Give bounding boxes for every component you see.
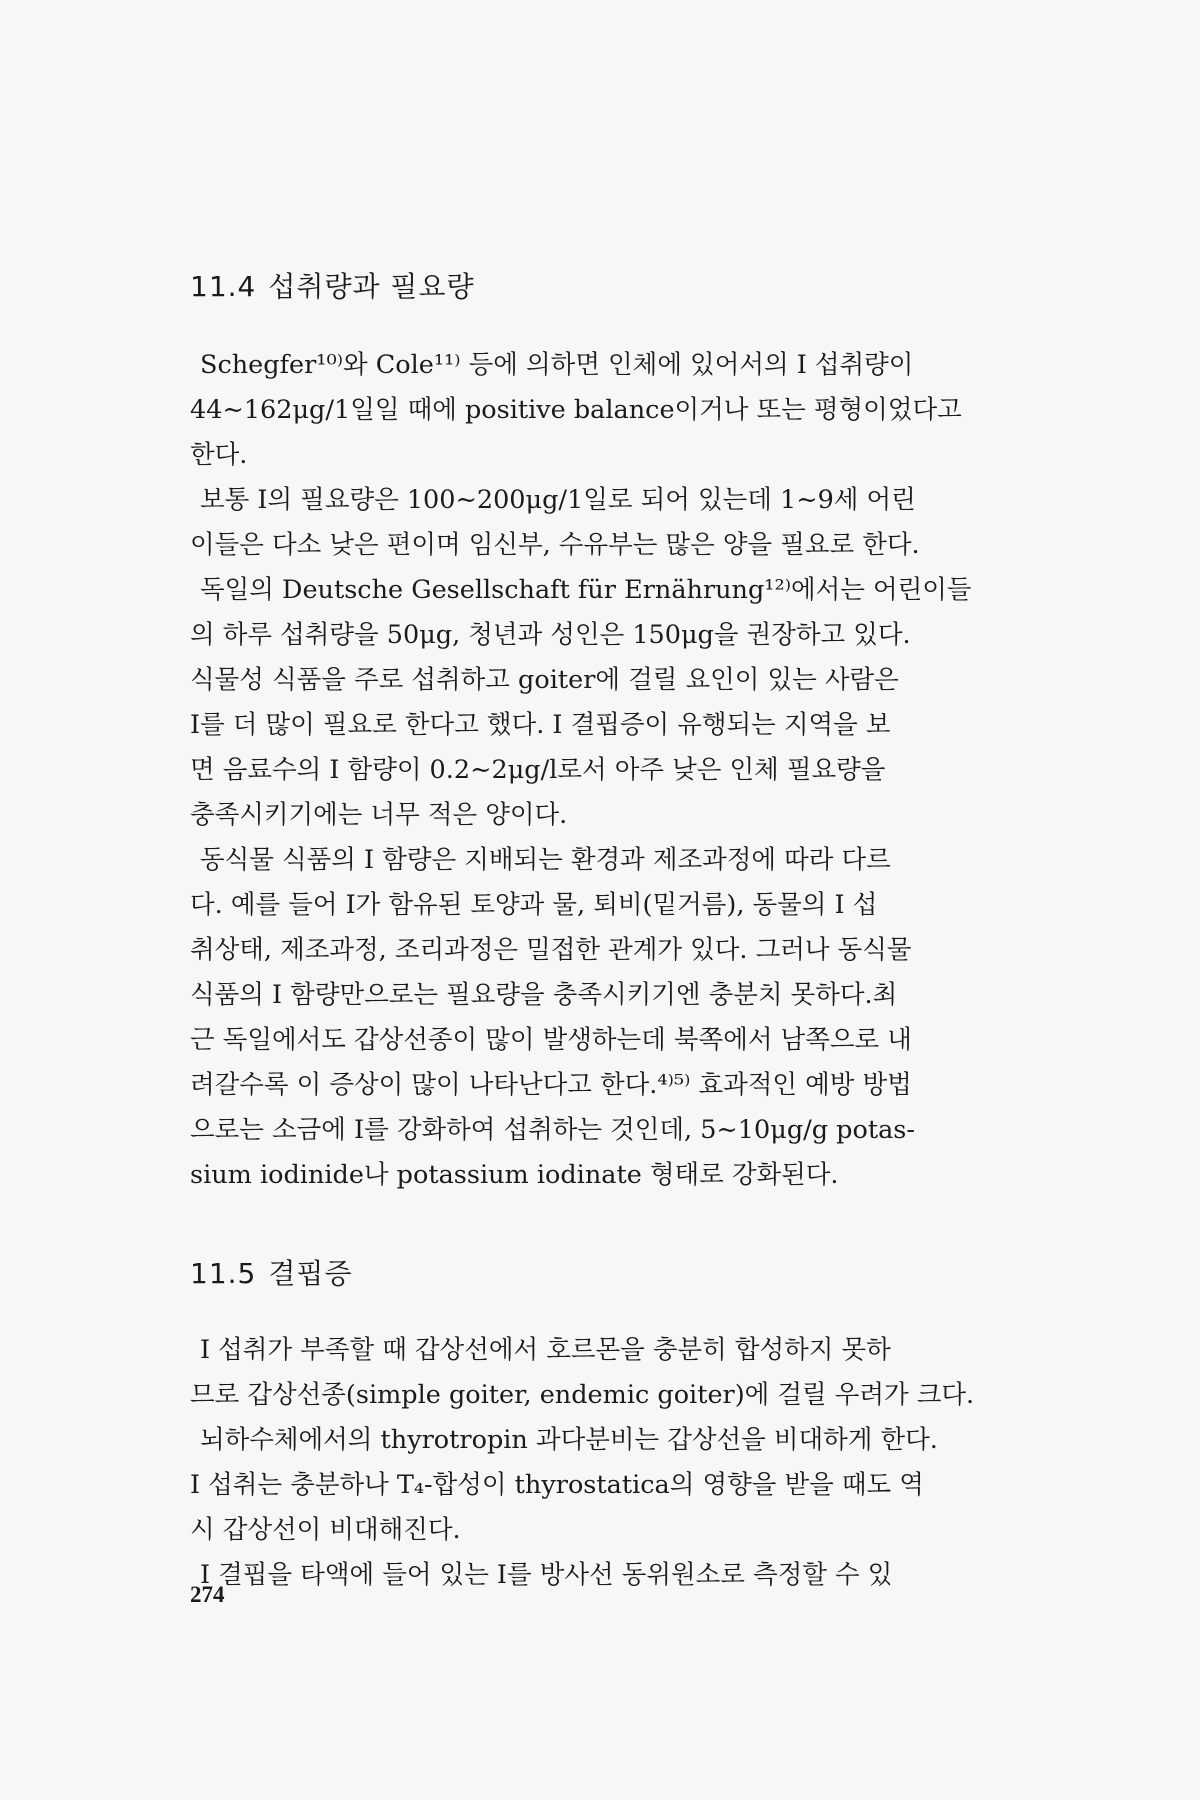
text-line: 려갈수록 이 증상이 많이 나타난다고 한다.⁴⁾⁵⁾ 효과적인 예방 방법: [190, 1070, 912, 1100]
text-line: 다. 예를 들어 I가 함유된 토양과 물, 퇴비(밑거름), 동물의 I 섭: [190, 890, 878, 920]
text-line: 식물성 식품을 주로 섭취하고 goiter에 걸릴 요인이 있는 사람은: [190, 665, 899, 695]
page-content: [190, 265, 1050, 1598]
paragraph: [190, 478, 1050, 838]
text-line: 이들은 다소 낮은 편이며 임신부, 수유부는 많은 양을 필요로 한다.: [190, 530, 920, 560]
text-line: 독일의 Deutsche Gesellschaft für Ernährung¹²⁾에서는 어린이들: [200, 575, 972, 605]
text-line: 시 갑상선이 비대해진다.: [190, 1515, 461, 1545]
text-line: 의 하루 섭취량을 50μg, 청년과 성인은 150μg을 권장하고 있다.: [190, 620, 911, 650]
text-line: 동식물 식품의 I 함량은 지배되는 환경과 제조과정에 따라 다르: [200, 845, 891, 875]
text-line: 뇌하수체에서의 thyrotropin 과다분비는 갑상선을 비대하게 한다.: [200, 1425, 938, 1455]
text-line: I 섭취가 부족할 때 갑상선에서 호르몬을 충분히 합성하지 못하: [200, 1335, 891, 1365]
section-heading: [190, 265, 1050, 305]
text-line: I를 더 많이 필요로 한다고 했다. I 결핍증이 유행되는 지역을 보: [190, 710, 891, 740]
section-number: 11.4: [190, 270, 257, 303]
text-line: 44∼162μg/1일일 때에 positive balance이거나 또는 평형이었다고: [190, 395, 962, 425]
page-number: 274: [190, 1582, 225, 1607]
text-line: sium iodinide나 potassium iodinate 형태로 강화된다.: [190, 1160, 839, 1190]
paragraph: [190, 838, 1050, 1198]
text-line: 근 독일에서도 갑상선종이 많이 발생하는데 북쪽에서 남쪽으로 내: [190, 1025, 912, 1055]
text-line: I 결핍을 타액에 들어 있는 I를 방사선 동위원소로 측정할 수 있: [200, 1560, 893, 1590]
section-heading: [190, 1252, 1050, 1292]
text-line: I 섭취는 충분하나 T₄-합성이 thyrostatica의 영향을 받을 때도 역: [190, 1470, 924, 1500]
text-line: 한다.: [190, 440, 248, 470]
section-body: [190, 1328, 1050, 1598]
section-title: 결핍증: [268, 1257, 353, 1290]
text-line: 취상태, 제조과정, 조리과정은 밀접한 관계가 있다. 그러나 동식물: [190, 935, 912, 965]
text-line: 보통 I의 필요량은 100∼200μg/1일로 되어 있는데 1∼9세 어린: [200, 485, 916, 515]
text-line: 충족시키기에는 너무 적은 양이다.: [190, 800, 568, 830]
paragraph: [190, 343, 1050, 478]
section-number: 11.5: [190, 1257, 257, 1290]
text-line: 식품의 I 함량만으로는 필요량을 충족시키기엔 충분치 못하다.최: [190, 980, 898, 1010]
text-line: 므로 갑상선종(simple goiter, endemic goiter)에 걸릴 우려가 크다.: [190, 1380, 975, 1410]
text-line: 으로는 소금에 I를 강화하여 섭취하는 것인데, 5∼10μg/g potas-: [190, 1115, 915, 1145]
text-line: Schegfer¹⁰⁾와 Cole¹¹⁾ 등에 의하면 인체에 있어서의 I 섭취량이: [200, 350, 914, 380]
section-title: 섭취량과 필요량: [268, 270, 475, 303]
section-body: [190, 343, 1050, 1198]
paragraph: [190, 1328, 1050, 1598]
text-line: 면 음료수의 I 함량이 0.2∼2μg/l로서 아주 낮은 인체 필요량을: [190, 755, 886, 785]
